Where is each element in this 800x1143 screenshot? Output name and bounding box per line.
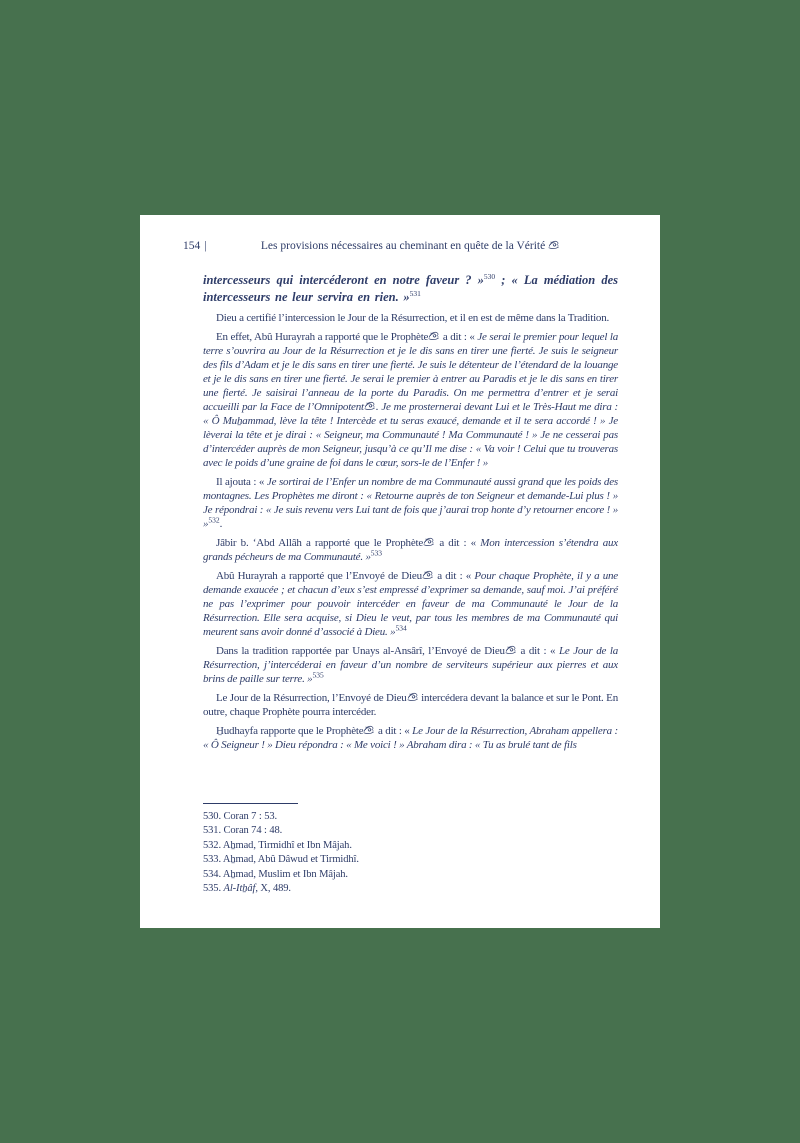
page-header (183, 239, 618, 253)
text-segment: a dit : « (433, 570, 475, 582)
text-segment: Abû Hurayrah a rapporté que l’Envoyé de Dieu (216, 570, 422, 582)
text-segment: Le Jour de la Résurrection, j’intercéderai en faveur d’un nombre de serviteurs supérieur aux pierres et aux brins de paille sur terre. » (203, 645, 618, 685)
text-segment: Mon intercession s’étendra aux grands pécheurs de ma Communauté. » (203, 537, 618, 563)
footnote-item (203, 853, 618, 867)
text-segment: a dit : « (375, 725, 413, 737)
text-segment: . Je me prosternerai devant Lui et le Très-Haut me dira : « Ô Muẖammad, lève la tête ! Intercède et tu seras exaucé, demande et il te sera accordé ! » Je lèverai la tête et je dirai : « Seigneur, ma Communauté ! Ma Communauté ! » Je ne cesserai pas d’intercéder auprès de mon Seigneur, jusqu’à ce qu’Il me dise : « Va voir ! Celui que tu trouveras avec le poids d’une graine de foi dans le cœur, sors-le de l’Enfer ! » (203, 401, 618, 469)
body-paragraph (203, 330, 618, 470)
text-segment: 534. Aẖmad, Muslim et Ibn Mâjah. (203, 868, 348, 880)
text-segment: Le Jour de la Résurrection, Abraham appellera : « Ô Seigneur ! » Dieu répondra : « Me voici ! » Abraham dira : « Tu as brulé tant de fils (203, 725, 618, 751)
saw-honorific-icon (505, 645, 517, 655)
text-segment: Pour chaque Prophète, il y a une demande exaucée ; et chacun d’eux s’est empressé d’exprimer sa demande, sauf moi. J’ai préféré ne pas l’exprimer pour pouvoir intercéder en faveur de ma Communauté le Jour de la Résurrection. Elle sera acquise, si Dieu le veut, par tous les membres de ma Communauté qui meurent sans avoir donné d’associé à Dieu. » (203, 570, 618, 638)
footnote-item (203, 824, 618, 838)
jalla-honorific-icon (548, 240, 560, 250)
footnote-ref: 535 (312, 670, 324, 680)
text-segment: intercesseurs qui intercéderont en notre faveur ? » (203, 273, 484, 287)
text-block (183, 239, 619, 752)
text-segment: a dit : « (440, 331, 478, 343)
saw-honorific-icon (407, 692, 419, 702)
text-segment: Jâbir b. ‘Abd Allâh a rapporté que le Prophète (216, 537, 424, 549)
text-segment: 532. Aẖmad, Tirmidhî et Ibn Mâjah. (203, 839, 352, 851)
text-segment: Dieu a certifié l’intercession le Jour de la Résurrection, et il en est de même dans la Tradition. (216, 312, 610, 324)
saw-honorific-icon (423, 537, 435, 547)
body-paragraph (203, 724, 618, 752)
text-segment: 531. Coran 74 : 48. (203, 825, 283, 837)
folio-divider: | (204, 240, 207, 252)
footnote-ref: 532 (208, 515, 220, 525)
folio-group (183, 239, 207, 253)
footnote-item (203, 868, 618, 882)
footnote-separator (203, 803, 298, 804)
footnote-ref: 534 (395, 623, 407, 633)
text-segment: Al-Itẖâf (223, 883, 256, 895)
body-paragraph-lead (203, 272, 618, 306)
running-title: Les provisions nécessaires au cheminant en quête de la Vérité (260, 240, 546, 252)
text-segment: intercédera devant la balance et sur le Pont. En outre, chaque Prophète pourra intercéder. (203, 692, 619, 718)
text-segment: 535. (203, 883, 224, 895)
footnote-item (203, 882, 618, 896)
text-segment: , X, 489. (255, 883, 291, 895)
body-paragraph (203, 644, 618, 686)
page-number: 154 (183, 240, 201, 252)
text-segment: Je serai le premier pour lequel la terre s’ouvrira au Jour de la Résurrection et je le dis sans en tirer une fierté. Je suis le seigneur des fils d’Adam et je le dis sans en tirer une fierté. Je suis le détenteur de l’étendard de la louange et je le dis sans en tirer une fierté. Je serai le premier à entrer au Paradis et je le dis sans en tirer une fierté. Je saisirai l’anneau de la porte du Paradis. On me permettra d’entrer et je serai accueilli par la Face de l’Omnipotent (203, 331, 618, 413)
body-paragraph (203, 475, 618, 531)
footnote-item (203, 839, 618, 853)
body-paragraph (203, 311, 618, 325)
text-segment: 533. Aẖmad, Abû Dâwud et Tirmidhî. (203, 854, 359, 866)
saw-honorific-icon (422, 570, 434, 580)
body-paragraph (203, 536, 618, 564)
footnotes-block (203, 803, 618, 896)
text-segment: H̱udhayfa rapporte que le Prophète (216, 725, 364, 737)
text-segment: . (219, 518, 223, 530)
text-segment: Il ajouta : « (216, 476, 267, 488)
text-segment: 530. Coran 7 : 53. (203, 811, 278, 822)
text-segment: Je sortirai de l’Enfer un nombre de ma Communauté aussi grand que les poids des montagnes. Les Prophètes me diront : « Retourne auprès de ton Seigneur et demande-Lui plus ! » Je répondrai : « Je suis revenu vers Lui tant de fois que j’aurai trop honte d’y retourner encore ! » » (203, 476, 618, 530)
footnote-ref: 530 (483, 271, 496, 281)
text-segment: Dans la tradition rapportée par Unays al-Ansârî, l’Envoyé de Dieu (216, 645, 505, 657)
footnote-ref: 531 (409, 288, 421, 298)
saw-honorific-icon (363, 725, 375, 735)
body-paragraph (203, 691, 618, 719)
book-page (140, 215, 660, 928)
text-segment: ; « La médiation des intercesseurs ne leur servira en rien. » (203, 273, 618, 304)
text-segment: a dit : « (516, 645, 559, 657)
footnote-ref: 533 (370, 548, 383, 558)
text-segment: a dit : « (435, 537, 481, 549)
text-segment: Le Jour de la Résurrection, l’Envoyé de Dieu (216, 692, 407, 704)
body-paragraph (203, 569, 618, 639)
text-segment: En effet, Abû Hurayrah a rapporté que le Prophète (216, 331, 429, 343)
footnote-item (203, 810, 618, 824)
page-body (203, 311, 618, 752)
jalla-honorific-icon (364, 401, 376, 411)
saw-honorific-icon (428, 331, 440, 341)
